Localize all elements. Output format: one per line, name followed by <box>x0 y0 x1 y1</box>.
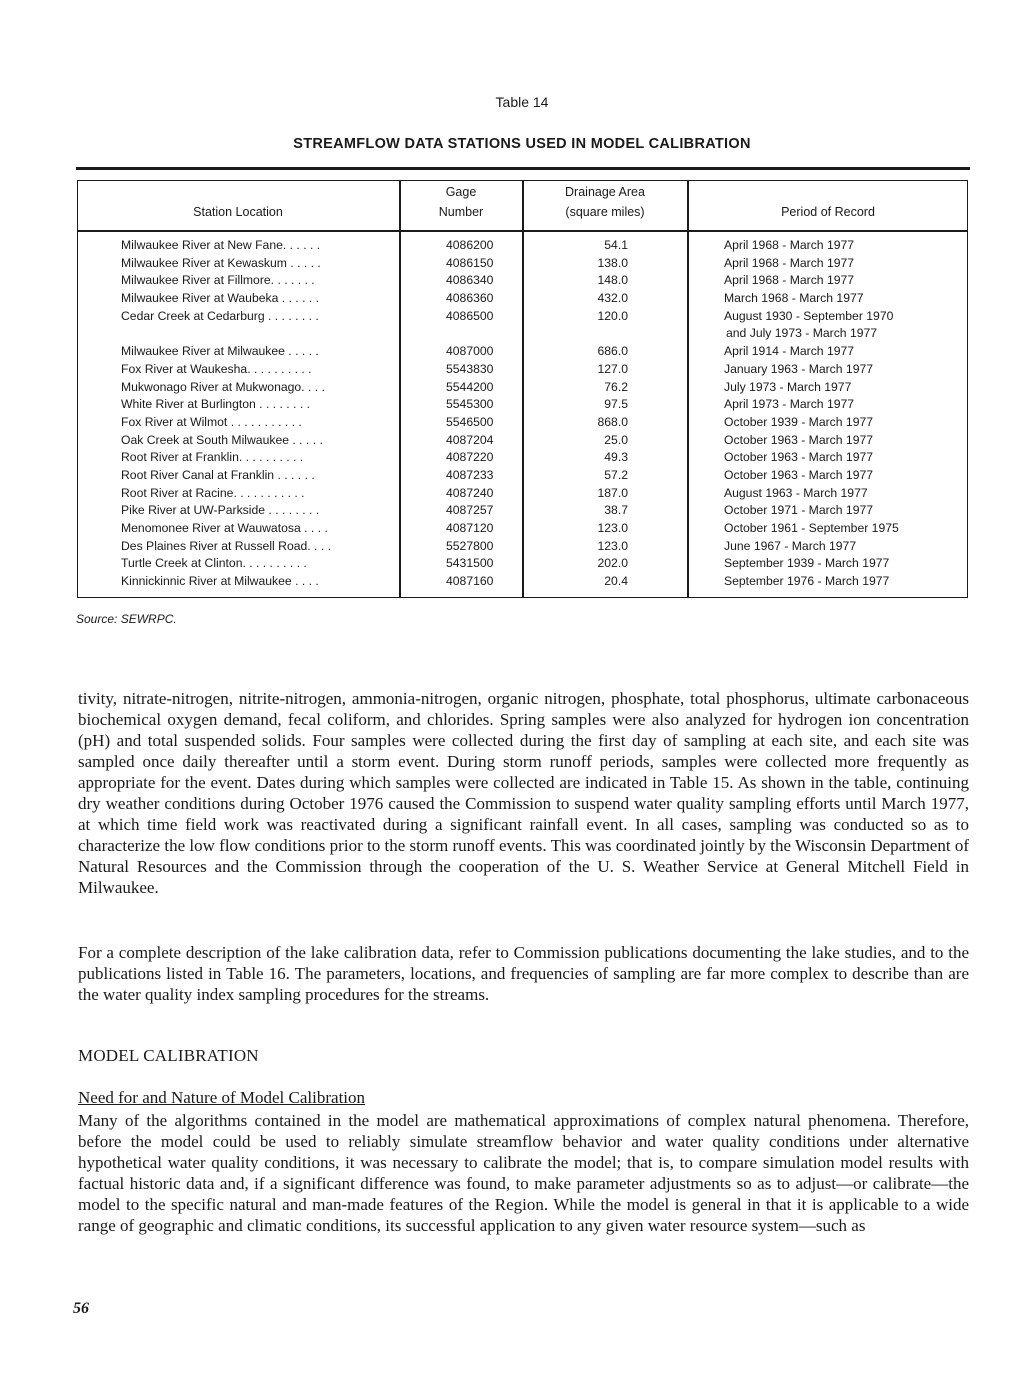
table-row <box>0 485 1026 503</box>
drainage-area-cell: 686.0 <box>597 344 628 359</box>
station-cell: Mukwonago River at Mukwonago. . . . <box>121 379 325 394</box>
table-row <box>0 237 1026 255</box>
drainage-area-cell: 25.0 <box>604 432 628 447</box>
period-line: August 1963 - March 1977 <box>724 485 868 500</box>
table-row <box>0 343 1026 361</box>
period-cell <box>724 379 964 397</box>
header-period: Period of Record <box>781 205 875 219</box>
period-cell <box>724 414 964 432</box>
table-source: Source: SEWRPC. <box>76 612 177 626</box>
gage-number-cell: 4087160 <box>446 574 494 589</box>
period-cell <box>724 502 964 520</box>
gage-number-cell: 4087220 <box>446 450 494 465</box>
station-cell: Milwaukee River at Waubeka . . . . . . <box>121 291 320 306</box>
drainage-area-cell: 20.4 <box>604 574 628 589</box>
station-cell: Pike River at UW-Parkside . . . . . . . . <box>121 503 320 518</box>
table-row <box>0 432 1026 450</box>
period-cell <box>724 255 964 273</box>
period-line: April 1973 - March 1977 <box>724 397 855 412</box>
period-line: October 1963 - March 1977 <box>724 467 874 482</box>
station-cell: Milwaukee River at New Fane. . . . . . <box>121 238 321 252</box>
gage-number-cell: 5527800 <box>446 538 494 553</box>
table-row <box>0 272 1026 290</box>
period-cell <box>724 432 964 450</box>
header-gage-line1: Gage <box>445 185 477 199</box>
period-line: January 1963 - March 1977 <box>724 361 874 376</box>
gage-number-cell: 4087240 <box>446 485 494 500</box>
period-line: March 1968 - March 1977 <box>724 291 864 306</box>
period-cell <box>724 520 964 538</box>
table-row <box>0 396 1026 414</box>
paragraph-model-calibration: Many of the algorithms contained in the model are mathematical approximations of complex natural phenomena. Therefore, before the model could be used to reliably simulate streamflow behavior and water quality conditions under alternative hypothetical water quality conditions, it was necessary to calibrate the model; that is, to compare simulation model results with factual historic data and, if a significant difference was found, to make parameter adjustments so as to adjust—or calibrate—the model to the specific natural and man-made features of the Region. While the model is general in that it is applicable to a wide range of geographic and climatic conditions, its successful application to any given water resource system—such as <box>78 1111 969 1235</box>
drainage-area-cell: 97.5 <box>604 397 628 412</box>
drainage-area-cell: 57.2 <box>604 467 628 482</box>
station-cell: Milwaukee River at Fillmore. . . . . . . <box>121 273 315 288</box>
period-cell <box>724 573 964 591</box>
station-cell: Oak Creek at South Milwaukee . . . . . <box>121 432 323 447</box>
table-row <box>0 520 1026 538</box>
drainage-area-cell: 54.1 <box>604 238 628 252</box>
paragraph-sampling: tivity, nitrate-nitrogen, nitrite-nitrogen, ammonia-nitrogen, organic nitrogen, phosphate, total phosphorus, ultimate carbonaceous biochemical oxygen demand, fecal coliform, and chlorides. Spring samples were also analyzed for hydrogen ion concentration (pH) and total suspended solids. Four samples were collected during the first day of sampling at each site, and each site was sampled once daily thereafter until a storm event. During storm runoff periods, samples were collected more frequently as appropriate for the event. Dates during which samples were collected are indicated in Table 15. As shown in the table, continuing dry weather conditions during October 1976 caused the Commission to suspend water quality sampling efforts until March 1977, at which time field work was reactivated during a significant rainfall event. In all cases, sampling was conducted so as to characterize the low flow conditions prior to the storm runoff events. This was coordinated jointly by the Wisconsin Department of Natural Resources and the Commission through the cooperation of the U. S. Weather Service at General Mitchell Field in Milwaukee. <box>78 689 969 897</box>
drainage-area-cell: 432.0 <box>597 291 628 306</box>
table-row <box>0 555 1026 573</box>
period-cell <box>724 343 964 361</box>
drainage-area-cell: 120.0 <box>597 308 628 323</box>
station-cell: Root River at Franklin. . . . . . . . . . <box>121 450 304 465</box>
table-row <box>0 467 1026 485</box>
gage-number-cell: 5546500 <box>446 414 494 429</box>
station-cell: Milwaukee River at Kewaskum . . . . . <box>121 255 321 270</box>
period-cell <box>724 555 964 573</box>
drainage-area-cell: 138.0 <box>597 255 628 270</box>
gage-number-cell: 4087000 <box>446 344 494 359</box>
period-line: September 1939 - March 1977 <box>724 556 890 571</box>
table-label: Table 14 <box>495 94 549 110</box>
period-line: October 1963 - March 1977 <box>724 432 874 447</box>
table-row <box>0 379 1026 397</box>
period-cell <box>724 396 964 414</box>
station-cell: Cedar Creek at Cedarburg . . . . . . . . <box>121 308 319 323</box>
header-area-line2: (square miles) <box>565 205 645 219</box>
gage-number-cell: 4086340 <box>446 273 494 288</box>
drainage-area-cell: 187.0 <box>597 485 628 500</box>
gage-number-cell: 5543830 <box>446 361 494 376</box>
drainage-area-cell: 123.0 <box>597 538 628 553</box>
drainage-area-cell: 38.7 <box>604 503 628 518</box>
period-line: April 1968 - March 1977 <box>724 273 855 288</box>
period-line: October 1971 - March 1977 <box>724 503 874 518</box>
period-line: October 1963 - March 1977 <box>724 450 874 465</box>
station-cell: Fox River at Waukesha. . . . . . . . . . <box>121 361 312 376</box>
period-line: October 1939 - March 1977 <box>724 414 874 429</box>
gage-number-cell: 4086500 <box>446 308 494 323</box>
gage-number-cell: 4087204 <box>446 432 494 447</box>
station-cell: Turtle Creek at Clinton. . . . . . . . . . <box>121 556 307 571</box>
station-cell: Root River at Racine. . . . . . . . . . . <box>121 485 305 500</box>
table-row <box>0 449 1026 467</box>
table-title: STREAMFLOW DATA STATIONS USED IN MODEL CALIBRATION <box>293 136 751 152</box>
header-gage-line2: Number <box>438 205 484 219</box>
table-row <box>0 308 1026 343</box>
drainage-area-cell: 49.3 <box>604 450 628 465</box>
period-cell <box>724 485 964 503</box>
drainage-area-cell: 127.0 <box>597 361 628 376</box>
gage-number-cell: 4086150 <box>446 255 494 270</box>
period-line: April 1914 - March 1977 <box>724 344 855 359</box>
station-cell: Menomonee River at Wauwatosa . . . . <box>121 521 328 536</box>
gage-number-cell: 5544200 <box>446 379 494 394</box>
drainage-area-cell: 202.0 <box>597 556 628 571</box>
period-cell <box>724 237 964 255</box>
period-line-continued: and July 1973 - March 1977 <box>726 326 878 341</box>
header-station: Station Location <box>193 205 283 219</box>
period-line: June 1967 - March 1977 <box>724 538 857 553</box>
station-cell: Kinnickinnic River at Milwaukee . . . . <box>121 574 319 589</box>
table-row <box>0 538 1026 556</box>
drainage-area-cell: 123.0 <box>597 521 628 536</box>
gage-number-cell: 4087257 <box>446 503 494 518</box>
paragraph-lake-calibration: For a complete description of the lake calibration data, refer to Commission publications documenting the lake studies, and to the publications listed in Table 16. The parameters, locations, and frequencies of sampling are far more complex to describe than are the water quality index sampling procedures for the streams. <box>78 943 969 1004</box>
table-row <box>0 502 1026 520</box>
drainage-area-cell: 76.2 <box>604 379 628 394</box>
subsection-heading: Need for and Nature of Model Calibration <box>78 1088 366 1107</box>
table-row <box>0 290 1026 308</box>
header-divider <box>77 230 968 232</box>
table-row <box>0 573 1026 591</box>
period-cell <box>724 361 964 379</box>
station-cell: Fox River at Wilmot . . . . . . . . . . . <box>121 414 302 429</box>
drainage-area-cell: 148.0 <box>597 273 628 288</box>
gage-number-cell: 4087120 <box>446 521 494 536</box>
gage-number-cell: 5431500 <box>446 556 494 571</box>
period-line: August 1930 - September 1970 <box>724 308 894 323</box>
gage-number-cell: 4086360 <box>446 291 494 306</box>
period-cell <box>724 538 964 556</box>
section-heading: MODEL CALIBRATION <box>78 1046 259 1065</box>
title-rule <box>76 167 970 170</box>
period-cell <box>724 449 964 467</box>
page-number: 56 <box>73 1300 89 1317</box>
table-row <box>0 414 1026 432</box>
period-cell <box>724 467 964 485</box>
period-line: October 1961 - September 1975 <box>724 521 899 536</box>
station-cell: White River at Burlington . . . . . . . . <box>121 397 310 412</box>
table-row <box>0 361 1026 379</box>
station-cell: Milwaukee River at Milwaukee . . . . . <box>121 344 319 359</box>
gage-number-cell: 5545300 <box>446 397 494 412</box>
gage-number-cell: 4086200 <box>446 238 494 252</box>
drainage-area-cell: 868.0 <box>597 414 628 429</box>
period-line: September 1976 - March 1977 <box>724 574 890 589</box>
station-cell: Root River Canal at Franklin . . . . . . <box>121 467 315 482</box>
period-cell <box>724 290 964 308</box>
period-line: July 1973 - March 1977 <box>724 379 852 394</box>
period-cell <box>724 272 964 290</box>
station-cell: Des Plaines River at Russell Road. . . . <box>121 538 331 553</box>
table-body <box>0 237 1026 591</box>
period-line: April 1968 - March 1977 <box>724 255 855 270</box>
header-area-line1: Drainage Area <box>565 185 645 199</box>
period-line: April 1968 - March 1977 <box>724 238 855 252</box>
period-cell <box>724 308 964 343</box>
table-row <box>0 255 1026 273</box>
gage-number-cell: 4087233 <box>446 467 494 482</box>
